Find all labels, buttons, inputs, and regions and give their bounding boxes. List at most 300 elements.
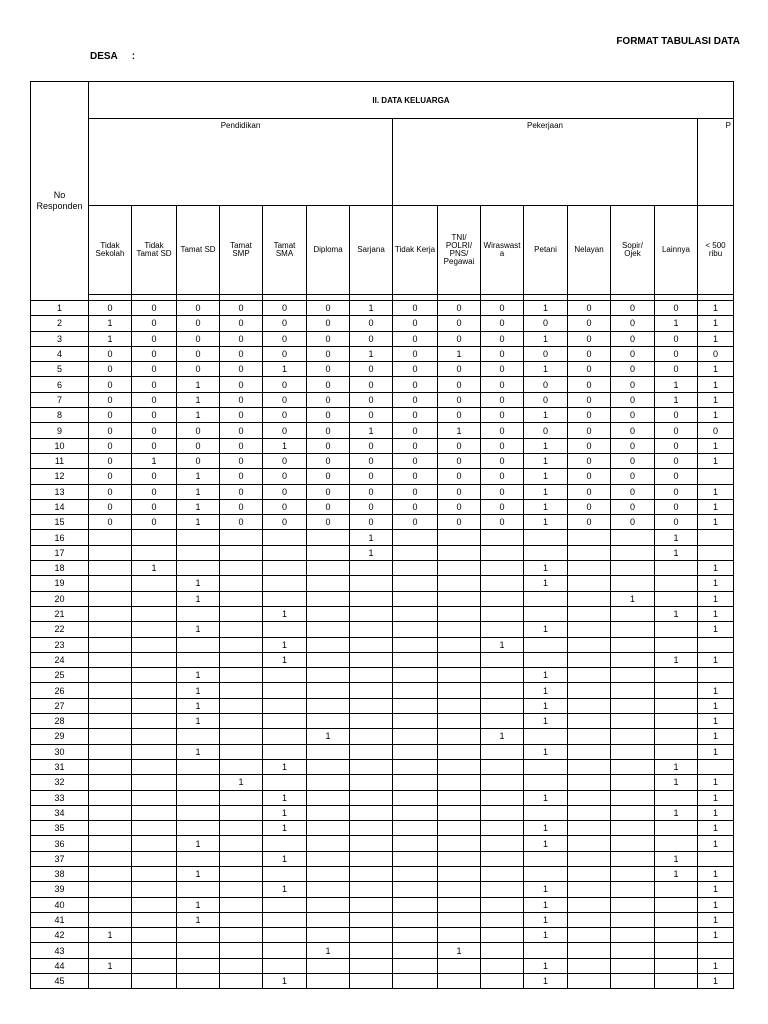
table-cell [481, 912, 524, 927]
table-cell [481, 591, 524, 606]
table-cell [220, 805, 263, 820]
table-cell [220, 821, 263, 836]
row-number: 31 [31, 759, 89, 774]
table-cell [438, 836, 481, 851]
table-cell [481, 821, 524, 836]
table-row [31, 484, 734, 499]
table-cell: 0 [438, 331, 481, 346]
table-cell: 0 [438, 515, 481, 530]
table-cell: 1 [524, 744, 568, 759]
table-cell: 0 [481, 453, 524, 468]
table-cell [611, 759, 655, 774]
table-cell: 1 [655, 805, 698, 820]
table-cell: 1 [481, 637, 524, 652]
table-cell: 0 [220, 484, 263, 499]
table-row [31, 346, 734, 361]
table-cell [655, 591, 698, 606]
table-cell [568, 866, 611, 881]
table-cell [393, 744, 438, 759]
table-cell: 1 [698, 928, 734, 943]
row-number: 7 [31, 392, 89, 407]
table-cell [220, 958, 263, 973]
table-cell [132, 622, 177, 637]
table-cell [307, 958, 350, 973]
table-cell: 1 [655, 851, 698, 866]
table-cell [481, 866, 524, 881]
table-cell: 1 [698, 331, 734, 346]
table-cell [89, 729, 132, 744]
table-cell: 0 [177, 331, 220, 346]
table-cell: 1 [177, 515, 220, 530]
table-cell [350, 591, 393, 606]
table-cell [263, 775, 307, 790]
table-cell [89, 683, 132, 698]
table-cell [350, 668, 393, 683]
table-cell: 0 [568, 346, 611, 361]
table-cell [481, 836, 524, 851]
table-cell [524, 759, 568, 774]
table-cell [263, 698, 307, 713]
table-cell: 0 [89, 453, 132, 468]
table-cell: 1 [698, 438, 734, 453]
table-cell [350, 683, 393, 698]
table-cell: 0 [655, 423, 698, 438]
table-cell [481, 683, 524, 698]
table-cell [655, 637, 698, 652]
table-cell [132, 683, 177, 698]
table-cell: 0 [611, 392, 655, 407]
table-cell [89, 622, 132, 637]
table-cell [220, 790, 263, 805]
table-cell [438, 698, 481, 713]
table-cell [350, 912, 393, 927]
table-cell: 0 [263, 301, 307, 316]
table-cell [611, 744, 655, 759]
table-cell [655, 882, 698, 897]
table-cell: 0 [307, 438, 350, 453]
row-number: 5 [31, 362, 89, 377]
table-cell [263, 958, 307, 973]
column-header: Sopir/ Ojek [611, 206, 655, 295]
table-cell [132, 866, 177, 881]
table-cell [698, 851, 734, 866]
table-cell: 1 [263, 805, 307, 820]
table-cell [568, 790, 611, 805]
table-cell: 0 [568, 408, 611, 423]
table-cell [307, 622, 350, 637]
table-row [31, 392, 734, 407]
table-cell: 1 [655, 759, 698, 774]
table-cell: 1 [177, 469, 220, 484]
table-cell [350, 805, 393, 820]
table-cell: 0 [307, 469, 350, 484]
table-cell [655, 561, 698, 576]
table-cell [568, 805, 611, 820]
table-cell [611, 729, 655, 744]
table-cell: 0 [132, 408, 177, 423]
table-cell [438, 974, 481, 989]
table-cell: 0 [655, 408, 698, 423]
table-cell [89, 897, 132, 912]
table-cell [438, 912, 481, 927]
table-cell [307, 668, 350, 683]
table-cell [481, 958, 524, 973]
table-cell [307, 576, 350, 591]
table-cell [220, 576, 263, 591]
table-cell [568, 637, 611, 652]
table-cell: 0 [393, 469, 438, 484]
table-cell [611, 606, 655, 621]
table-cell [263, 714, 307, 729]
table-cell: 0 [568, 515, 611, 530]
table-cell [263, 897, 307, 912]
table-cell: 1 [524, 484, 568, 499]
table-cell: 0 [568, 301, 611, 316]
table-cell: 0 [263, 377, 307, 392]
row-number: 41 [31, 912, 89, 927]
table-cell [655, 714, 698, 729]
table-cell: 0 [568, 316, 611, 331]
document-title: FORMAT TABULASI DATA [616, 36, 740, 47]
table-cell [220, 729, 263, 744]
table-cell: 1 [655, 392, 698, 407]
row-number: 43 [31, 943, 89, 958]
table-cell: 1 [524, 683, 568, 698]
row-number: 45 [31, 974, 89, 989]
table-cell: 0 [220, 438, 263, 453]
table-cell [698, 668, 734, 683]
table-cell: 0 [655, 301, 698, 316]
table-cell: 1 [524, 515, 568, 530]
table-cell [611, 698, 655, 713]
table-cell: 1 [89, 958, 132, 973]
table-cell [220, 637, 263, 652]
table-cell [307, 698, 350, 713]
table-cell [698, 469, 734, 484]
table-cell [89, 805, 132, 820]
table-cell: 0 [132, 301, 177, 316]
table-cell [89, 974, 132, 989]
row-number: 23 [31, 637, 89, 652]
table-cell [307, 606, 350, 621]
table-row [31, 453, 734, 468]
table-cell: 0 [307, 499, 350, 514]
table-cell [132, 744, 177, 759]
table-cell [220, 836, 263, 851]
table-row [31, 775, 734, 790]
table-cell: 1 [524, 301, 568, 316]
table-cell: 1 [524, 882, 568, 897]
table-cell: 1 [307, 943, 350, 958]
table-cell [611, 851, 655, 866]
table-cell [307, 882, 350, 897]
table-cell: 1 [524, 790, 568, 805]
row-number: 12 [31, 469, 89, 484]
column-header: Petani [524, 206, 568, 295]
table-cell [481, 622, 524, 637]
row-number: 14 [31, 499, 89, 514]
table-cell [177, 851, 220, 866]
table-cell [568, 683, 611, 698]
table-cell: 0 [177, 438, 220, 453]
table-cell: 0 [438, 316, 481, 331]
table-cell: 0 [393, 515, 438, 530]
table-cell: 0 [568, 423, 611, 438]
table-cell: 0 [438, 484, 481, 499]
table-cell: 0 [263, 316, 307, 331]
table-cell: 1 [698, 912, 734, 927]
table-cell [393, 561, 438, 576]
table-cell: 1 [89, 316, 132, 331]
table-cell [568, 744, 611, 759]
table-cell: 1 [263, 438, 307, 453]
table-cell: 0 [568, 362, 611, 377]
table-cell [524, 637, 568, 652]
row-number: 29 [31, 729, 89, 744]
table-cell [307, 928, 350, 943]
table-cell [307, 821, 350, 836]
table-cell [655, 744, 698, 759]
table-cell [611, 683, 655, 698]
table-cell: 0 [481, 408, 524, 423]
table-cell: 1 [524, 668, 568, 683]
table-cell [263, 729, 307, 744]
table-cell: 0 [307, 484, 350, 499]
table-cell: 1 [177, 744, 220, 759]
table-cell: 0 [481, 392, 524, 407]
table-cell [568, 652, 611, 667]
table-cell: 1 [698, 683, 734, 698]
table-cell: 0 [132, 423, 177, 438]
table-cell [177, 759, 220, 774]
table-cell [307, 744, 350, 759]
table-cell [393, 836, 438, 851]
table-cell [481, 744, 524, 759]
table-cell: 1 [524, 362, 568, 377]
table-cell: 0 [611, 301, 655, 316]
table-cell: 0 [350, 362, 393, 377]
table-cell: 1 [698, 408, 734, 423]
row-number: 4 [31, 346, 89, 361]
table-cell [611, 958, 655, 973]
table-cell: 0 [220, 331, 263, 346]
table-cell [438, 576, 481, 591]
table-cell [438, 545, 481, 560]
table-cell [177, 561, 220, 576]
row-number: 27 [31, 698, 89, 713]
table-cell [307, 637, 350, 652]
table-cell: 0 [611, 331, 655, 346]
table-cell [568, 958, 611, 973]
table-cell [481, 943, 524, 958]
table-cell: 0 [568, 499, 611, 514]
table-cell [611, 561, 655, 576]
table-cell [89, 912, 132, 927]
table-cell: 0 [393, 392, 438, 407]
table-cell: 1 [177, 698, 220, 713]
table-cell [655, 668, 698, 683]
table-cell: 1 [698, 316, 734, 331]
column-header: Nelayan [568, 206, 611, 295]
table-row [31, 530, 734, 545]
table-cell: 1 [177, 622, 220, 637]
table-cell [438, 714, 481, 729]
row-number: 1 [31, 301, 89, 316]
table-cell [177, 958, 220, 973]
table-cell: 0 [132, 392, 177, 407]
table-cell: 0 [220, 408, 263, 423]
table-cell [481, 698, 524, 713]
table-cell: 1 [524, 438, 568, 453]
table-cell [132, 912, 177, 927]
table-cell [177, 928, 220, 943]
table-cell [568, 714, 611, 729]
table-cell [655, 790, 698, 805]
table-cell [698, 759, 734, 774]
table-cell [481, 897, 524, 912]
table-cell: 1 [132, 453, 177, 468]
table-cell: 0 [481, 423, 524, 438]
table-cell [132, 805, 177, 820]
table-cell [655, 683, 698, 698]
table-cell [611, 866, 655, 881]
table-cell [568, 882, 611, 897]
table-cell [438, 958, 481, 973]
row-number: 22 [31, 622, 89, 637]
table-cell: 1 [698, 622, 734, 637]
table-cell: 1 [177, 484, 220, 499]
table-cell [438, 821, 481, 836]
table-cell: 1 [698, 606, 734, 621]
group-penghasilan: P [698, 119, 734, 206]
table-cell: 0 [350, 392, 393, 407]
table-cell [438, 729, 481, 744]
table-cell: 1 [177, 392, 220, 407]
table-cell [655, 698, 698, 713]
table-cell [611, 652, 655, 667]
table-cell [524, 943, 568, 958]
table-cell [524, 775, 568, 790]
table-cell [350, 652, 393, 667]
table-cell: 0 [611, 515, 655, 530]
table-cell [350, 729, 393, 744]
table-cell: 1 [698, 453, 734, 468]
table-cell [438, 928, 481, 943]
row-number: 28 [31, 714, 89, 729]
table-cell: 0 [611, 453, 655, 468]
table-cell [132, 775, 177, 790]
table-cell [611, 897, 655, 912]
column-header: Tamat SMA [263, 206, 307, 295]
table-cell [438, 744, 481, 759]
table-cell [220, 928, 263, 943]
table-cell [568, 729, 611, 744]
row-number: 25 [31, 668, 89, 683]
table-cell [611, 912, 655, 927]
table-cell [568, 576, 611, 591]
row-number: 6 [31, 377, 89, 392]
table-cell: 0 [611, 346, 655, 361]
table-cell [220, 668, 263, 683]
table-cell [350, 882, 393, 897]
row-number: 44 [31, 958, 89, 973]
table-cell: 0 [132, 469, 177, 484]
table-cell: 0 [177, 316, 220, 331]
table-cell [132, 576, 177, 591]
row-number: 42 [31, 928, 89, 943]
table-cell [481, 561, 524, 576]
table-cell [89, 714, 132, 729]
table-row [31, 423, 734, 438]
table-row [31, 683, 734, 698]
table-cell [655, 974, 698, 989]
table-cell [132, 652, 177, 667]
row-number: 17 [31, 545, 89, 560]
table-cell: 1 [263, 851, 307, 866]
table-cell: 1 [698, 958, 734, 973]
table-cell [481, 576, 524, 591]
table-cell [307, 714, 350, 729]
table-cell: 1 [263, 974, 307, 989]
table-cell: 0 [438, 377, 481, 392]
table-cell: 0 [568, 453, 611, 468]
table-cell [177, 545, 220, 560]
table-cell [350, 958, 393, 973]
table-cell: 1 [177, 714, 220, 729]
table-cell: 1 [655, 530, 698, 545]
table-cell [132, 530, 177, 545]
table-cell [611, 836, 655, 851]
table-cell: 1 [263, 606, 307, 621]
table-cell: 0 [655, 453, 698, 468]
table-cell [481, 714, 524, 729]
table-row [31, 729, 734, 744]
table-cell: 0 [393, 408, 438, 423]
table-cell [177, 805, 220, 820]
table-cell: 0 [438, 408, 481, 423]
table-cell: 0 [220, 377, 263, 392]
table-cell: 0 [89, 362, 132, 377]
row-number: 26 [31, 683, 89, 698]
table-cell: 0 [524, 392, 568, 407]
table-cell: 1 [698, 805, 734, 820]
table-cell: 0 [132, 499, 177, 514]
table-cell: 0 [307, 316, 350, 331]
table-cell [611, 576, 655, 591]
table-cell [132, 897, 177, 912]
table-cell: 0 [89, 515, 132, 530]
table-cell [89, 866, 132, 881]
table-cell: 0 [568, 392, 611, 407]
table-cell [481, 974, 524, 989]
table-cell [177, 729, 220, 744]
table-cell [524, 652, 568, 667]
table-cell: 0 [263, 469, 307, 484]
table-cell: 1 [177, 897, 220, 912]
row-number: 38 [31, 866, 89, 881]
table-cell [350, 561, 393, 576]
table-row [31, 515, 734, 530]
table-cell [698, 545, 734, 560]
table-cell: 0 [220, 515, 263, 530]
table-cell: 0 [177, 453, 220, 468]
table-cell [350, 866, 393, 881]
table-cell [132, 958, 177, 973]
table-cell: 1 [89, 928, 132, 943]
table-cell: 0 [568, 484, 611, 499]
table-cell [393, 866, 438, 881]
table-cell: 0 [307, 408, 350, 423]
